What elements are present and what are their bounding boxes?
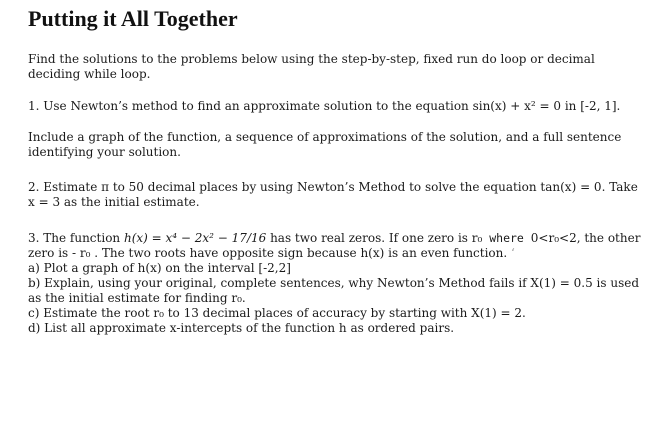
question-3-part-b: b) Explain, using your original, complete sentences, why Newton’s Method fails if X(1) = 0.5 is used as the initial estimate for finding r₀.	[28, 276, 640, 305]
question-3-mid: has two real zeros. If one zero is r₀	[266, 231, 483, 245]
question-3-lead: 3. The function	[28, 231, 124, 245]
root-condition: 0<r₀<2	[530, 231, 577, 245]
question-3-tail: , the other zero is - r₀ . The two roots have opposite sign because h(x) is an even function.	[28, 231, 641, 260]
question-1-followup: Include a graph of the function, a sequence of approximations of the solution, and a full sentence identifying your solution.	[28, 130, 622, 159]
question-1: 1. Use Newton’s method to find an approximate solution to the equation sin(x) + x² = 0 in [-2, 1].	[28, 99, 621, 113]
stray-tick-mark: ‘	[507, 246, 515, 260]
function-expression: h(x) = x⁴ − 2x² − 17/16	[123, 231, 267, 245]
page-title: Putting it All Together	[28, 6, 238, 31]
question-3-part-d: d) List all approximate x-intercepts of the function h as ordered pairs.	[28, 321, 455, 335]
question-2: 2. Estimate π to 50 decimal places by using Newton’s Method to solve the equation tan(x) = 0. Take x = 3 as the initial estimate.	[28, 180, 638, 209]
question-3-intro	[28, 231, 644, 261]
question-3-part-c: c) Estimate the root r₀ to 13 decimal places of accuracy by starting with X(1) = 2.	[28, 306, 526, 320]
where-keyword: where	[482, 231, 531, 245]
question-3-part-a: a) Plot a graph of h(x) on the interval [-2,2]	[28, 261, 291, 275]
intro-paragraph: Find the solutions to the problems below using the step-by-step, fixed run do loop or decimal deciding while loop.	[28, 52, 595, 81]
